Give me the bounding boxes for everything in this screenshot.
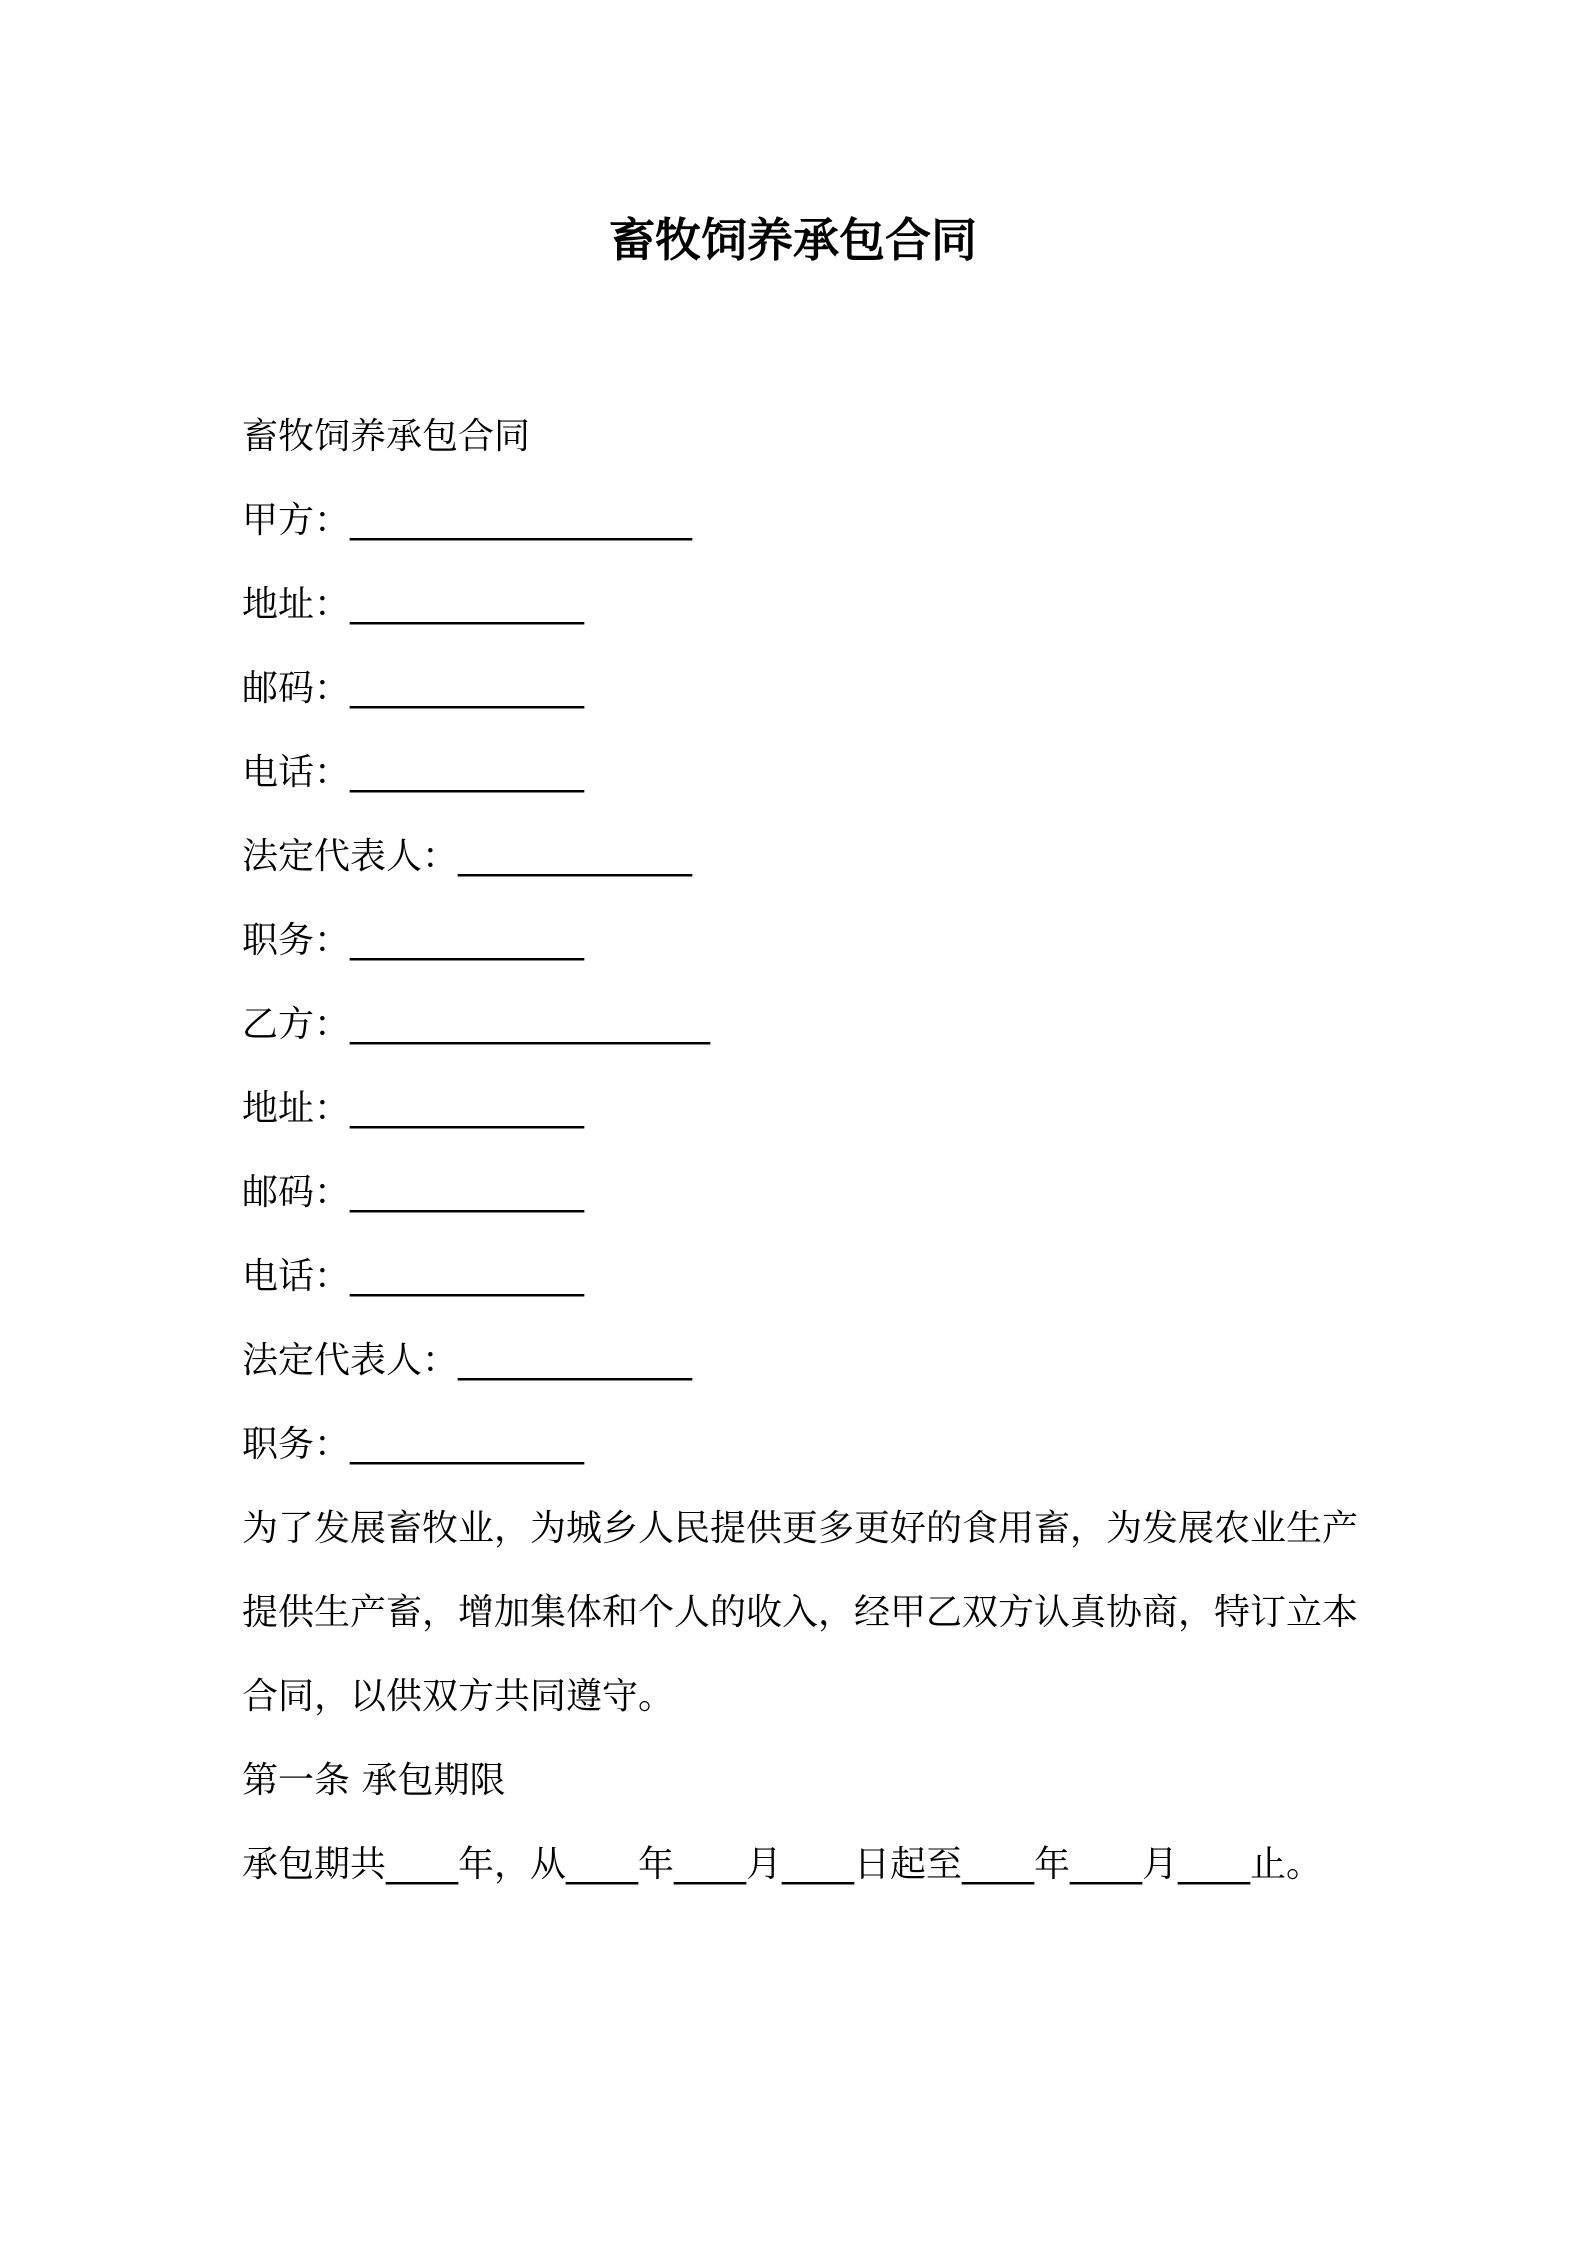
article-1-heading: 第一条 承包期限 bbox=[242, 1760, 506, 1801]
party-a-address-field: 地址：_____________ bbox=[242, 584, 585, 625]
page-title: 畜牧饲养承包合同 bbox=[609, 213, 977, 267]
article-1-body: 承包期共____年，从____年____月____日起至____年____月____止。 bbox=[242, 1844, 1323, 1885]
party-b-legal-rep-field: 法定代表人：_____________ bbox=[242, 1340, 693, 1381]
party-b-postcode-field: 邮码：_____________ bbox=[242, 1172, 585, 1213]
party-a-position-field: 职务：_____________ bbox=[242, 920, 585, 961]
contract-subtitle: 畜牧饲养承包合同 bbox=[242, 416, 531, 457]
party-b-name-field: 乙方：____________________ bbox=[242, 1004, 711, 1045]
party-a-postcode-field: 邮码：_____________ bbox=[242, 668, 585, 709]
party-a-name-field: 甲方：___________________ bbox=[242, 500, 693, 541]
party-a-phone-field: 电话：_____________ bbox=[242, 752, 585, 793]
preamble-paragraph: 为了发展畜牧业，为城乡人民提供更多更好的食用畜，为发展农业生产提供生产畜，增加集体和个人的收入，经甲乙双方认真协商，特订立本合同，以供双方共同遵守。 bbox=[242, 1508, 1359, 1717]
party-a-legal-rep-field: 法定代表人：_____________ bbox=[242, 836, 693, 877]
party-b-address-field: 地址：_____________ bbox=[242, 1088, 585, 1129]
party-b-phone-field: 电话：_____________ bbox=[242, 1256, 585, 1297]
party-b-position-field: 职务：_____________ bbox=[242, 1424, 585, 1465]
